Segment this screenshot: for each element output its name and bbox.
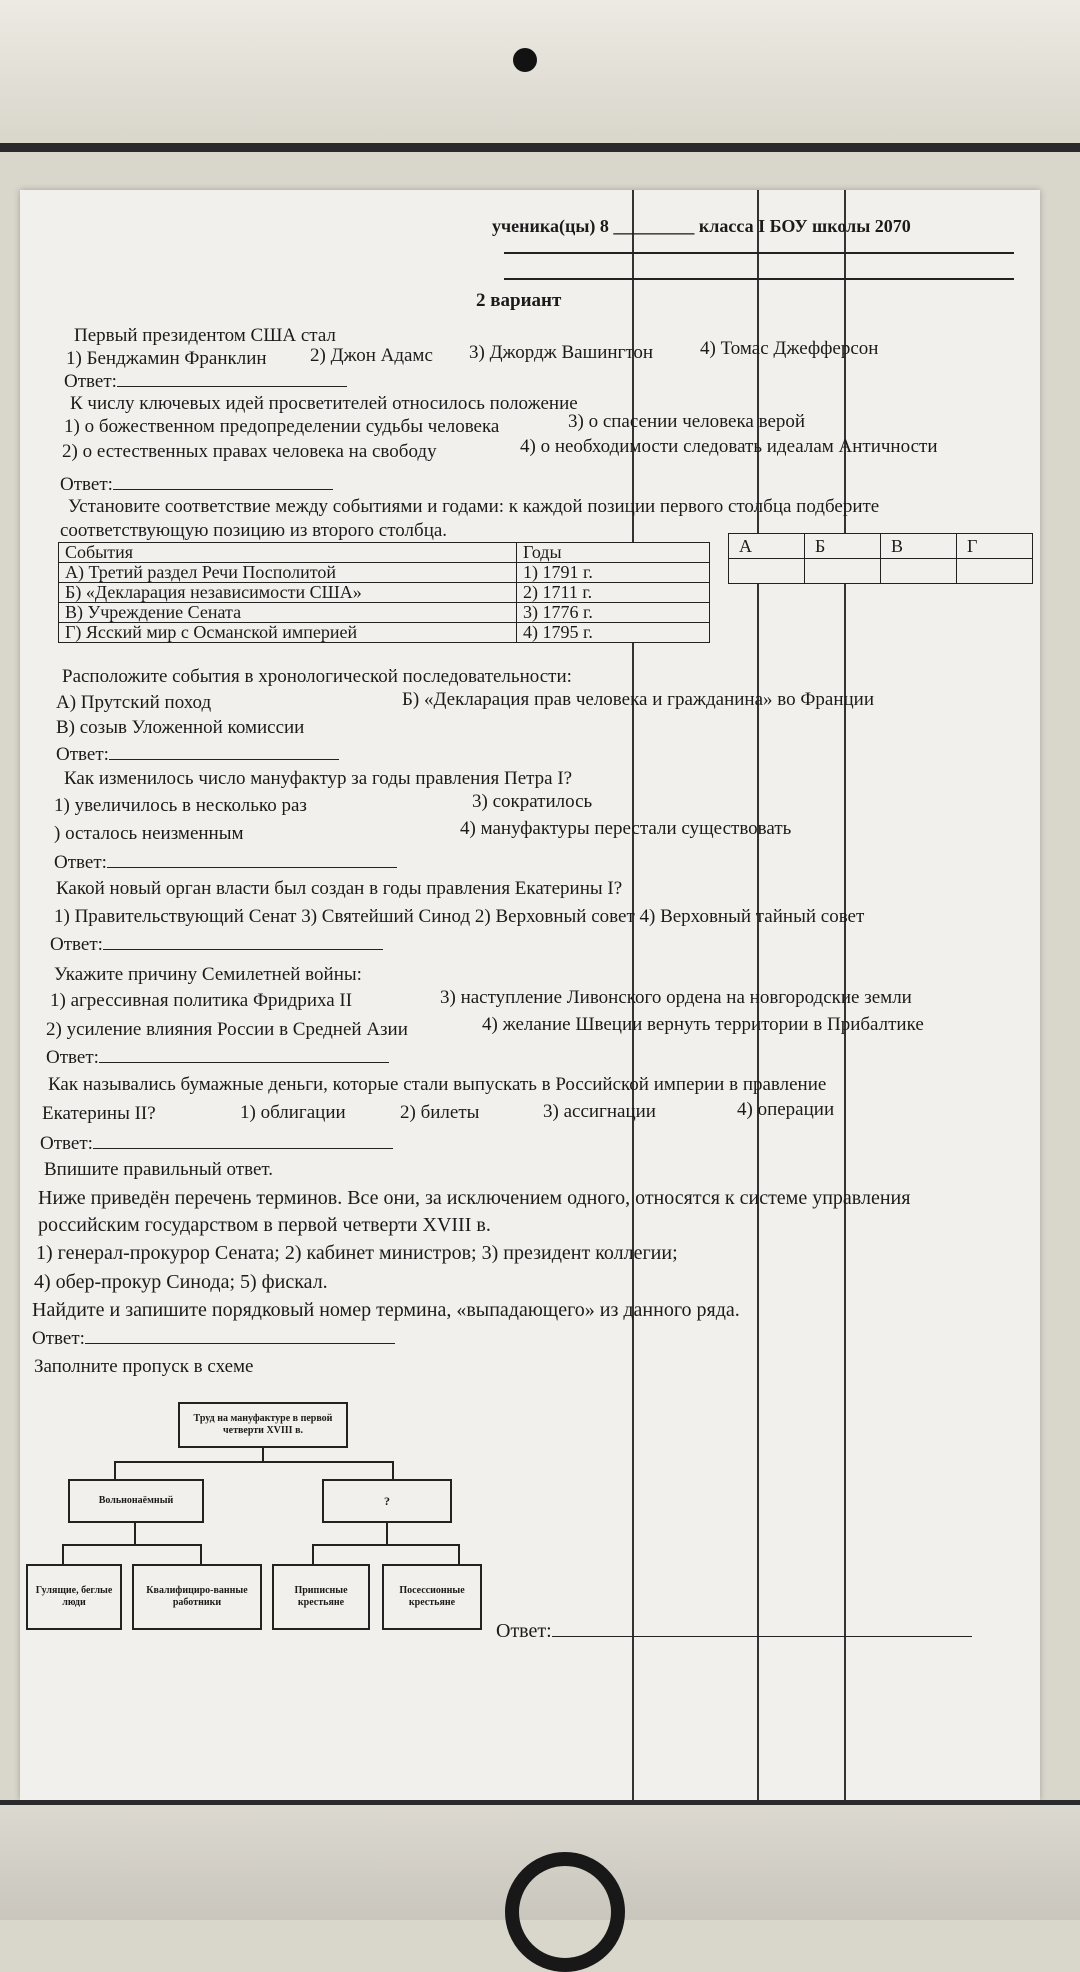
worksheet — [20, 190, 1040, 1800]
q1-option: 3) Джордж Вашингтон — [469, 342, 654, 363]
q5-option: 4) мануфактуры перестали существовать — [460, 818, 792, 839]
q2-option: 2) о естественных правах человека на свободу — [62, 441, 437, 462]
q7-option: 1) агрессивная политика Фридриха II — [50, 990, 353, 1011]
q9-instruction: Впишите правильный ответ. — [44, 1159, 274, 1180]
header-rule — [504, 252, 1014, 254]
answer-field[interactable]: Ответ: — [50, 933, 383, 956]
answer-grid-header: В — [881, 534, 957, 559]
q9-text: российским государством в первой четверти XVIII в. — [38, 1214, 491, 1236]
table-cell: В) Учреждение Сената — [59, 603, 517, 623]
camera-icon — [513, 48, 537, 72]
q6-options: 1) Правительствующий Сенат 3) Святейший Синод 2) Верховный совет 4) Верховный тайный совет — [54, 906, 865, 927]
q5-text: Как изменилось число мануфактур за годы правления Петра I? — [64, 768, 573, 789]
table-row — [59, 623, 710, 643]
q9-text: Ниже приведён перечень терминов. Все они, за исключением одного, относятся к системе управления — [38, 1187, 911, 1209]
tablet-edge-top — [0, 143, 1080, 152]
q1-option: 2) Джон Адамс — [310, 345, 433, 366]
answer-grid-header: Г — [957, 534, 1033, 559]
scheme-root: Труд на мануфактуре в первой четверти XVIII в. — [178, 1402, 348, 1448]
q9-terms: 1) генерал-прокурор Сената; 2) кабинет министров; 3) президент коллегии; — [36, 1242, 678, 1264]
student-line: ученика(цы) 8 _________ класса I БОУ школы 2070 — [492, 216, 911, 236]
answer-grid-cell[interactable] — [957, 559, 1033, 584]
table-header-row — [59, 543, 710, 563]
q5-option: 3) сократилось — [472, 791, 593, 812]
table-row — [59, 603, 710, 623]
q9-terms: 4) обер-прокур Синода; 5) фискал. — [34, 1271, 328, 1293]
q4-option: А) Прутский поход — [56, 692, 212, 713]
background-top — [0, 0, 1080, 150]
answer-field[interactable]: Ответ: — [496, 1620, 972, 1642]
table-row — [59, 563, 710, 583]
q3-text: Установите соответствие между событиями и годами: к каждой позиции первого столбца подберите — [68, 496, 880, 517]
q4-option: Б) «Декларация прав человека и гражданина» во Франции — [402, 689, 874, 710]
table-cell: Г) Ясский мир с Османской империей — [59, 623, 517, 643]
q1-option: 1) Бенджамин Франклин — [66, 348, 267, 369]
scheme-leaf: Приписные крестьяне — [272, 1564, 370, 1630]
q1-text: Первый президентом США стал — [74, 325, 336, 346]
answer-grid-cell[interactable] — [729, 559, 805, 584]
q3-text: соответствующую позицию из второго столбца. — [60, 520, 448, 541]
q10-text: Заполните пропуск в схеме — [34, 1356, 254, 1377]
answer-grid-cell[interactable] — [805, 559, 881, 584]
q1-option: 4) Томас Джефферсон — [700, 338, 879, 359]
q8-option: 1) облигации — [240, 1102, 346, 1123]
table-cell: 3) 1776 г. — [517, 603, 710, 623]
scheme-leaf: Гулящие, беглые люди — [26, 1564, 122, 1630]
table-cell: 2) 1711 г. — [517, 583, 710, 603]
q8-option: 2) билеты — [400, 1102, 480, 1123]
table-header: Годы — [517, 543, 710, 563]
table-cell: 1) 1791 г. — [517, 563, 710, 583]
table-cell: А) Третий раздел Речи Посполитой — [59, 563, 517, 583]
variant-title: 2 вариант — [476, 290, 562, 311]
answer-grid-header: А — [729, 534, 805, 559]
q8-text: Как назывались бумажные деньги, которые стали выпускать в Российской империи в правление — [48, 1074, 827, 1095]
table-cell: Б) «Декларация независимости США» — [59, 583, 517, 603]
scheme-leaf: Посессионные крестьяне — [382, 1564, 482, 1630]
answer-field[interactable]: Ответ: — [56, 743, 339, 766]
answer-grid-cell[interactable] — [881, 559, 957, 584]
answer-field[interactable]: Ответ: — [64, 370, 347, 393]
q7-option: 2) усиление влияния России в Средней Азии — [46, 1019, 408, 1040]
q7-text: Укажите причину Семилетней войны: — [54, 964, 362, 985]
q2-option: 3) о спасении человека верой — [568, 411, 806, 432]
events-years-table — [58, 542, 710, 643]
answer-field[interactable]: Ответ: — [54, 851, 397, 874]
answer-grid-header: Б — [805, 534, 881, 559]
answer-grid — [728, 533, 1033, 584]
q4-option: В) созыв Уложенной комиссии — [56, 717, 305, 738]
q8-text: Екатерины II? — [42, 1103, 156, 1124]
answer-field[interactable]: Ответ: — [46, 1046, 389, 1069]
q8-option: 4) операции — [737, 1099, 835, 1120]
scheme-missing[interactable]: ? — [322, 1479, 452, 1523]
q5-option: ) осталось неизменным — [54, 823, 244, 844]
q4-text: Расположите события в хронологической последовательности: — [62, 666, 572, 687]
table-row — [59, 583, 710, 603]
header-rule — [504, 278, 1014, 280]
table-header: События — [59, 543, 517, 563]
q8-option: 3) ассигнации — [543, 1101, 656, 1122]
q7-option: 4) желание Швеции вернуть территории в Прибалтике — [482, 1014, 924, 1035]
q2-option: 4) о необходимости следовать идеалам Античности — [520, 436, 938, 457]
q2-option: 1) о божественном предопределении судьбы человека — [64, 416, 500, 437]
home-button[interactable] — [505, 1852, 625, 1972]
q9-task: Найдите и запишите порядковый номер термина, «выпадающего» из данного ряда. — [32, 1299, 740, 1321]
q7-option: 3) наступление Ливонского ордена на новгородские земли — [440, 987, 912, 1008]
q2-text: К числу ключевых идей просветителей относилось положение — [70, 393, 578, 414]
answer-field[interactable]: Ответ: — [32, 1327, 395, 1350]
q6-text: Какой новый орган власти был создан в годы правления Екатерины I? — [56, 878, 623, 899]
scheme-leaf: Квалифициро-ванные работники — [132, 1564, 262, 1630]
q5-option: 1) увеличилось в несколько раз — [54, 795, 307, 816]
answer-field[interactable]: Ответ: — [60, 473, 333, 496]
scheme-left: Вольнонаёмный — [68, 1479, 204, 1523]
table-cell: 4) 1795 г. — [517, 623, 710, 643]
answer-field[interactable]: Ответ: — [40, 1132, 393, 1155]
